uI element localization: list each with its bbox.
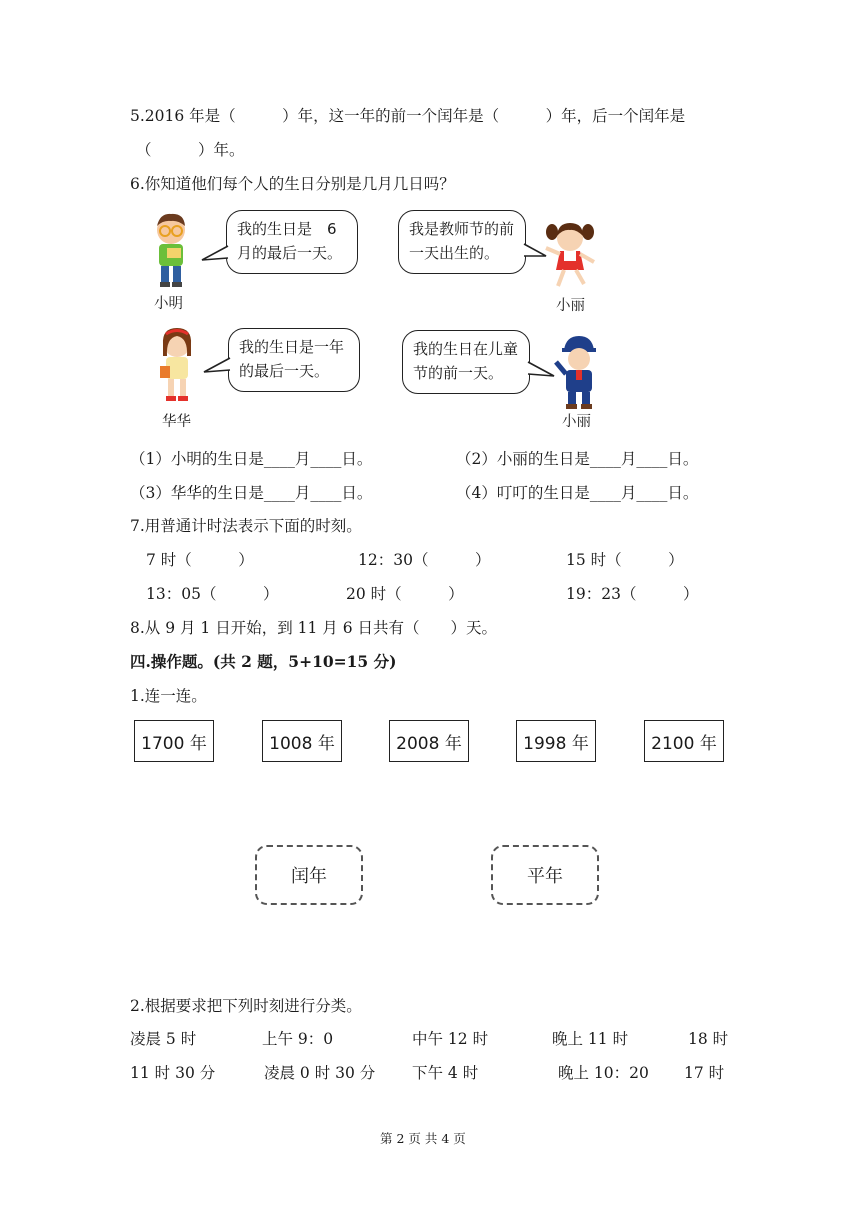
- page-number: 第 2 页 共 4 页: [380, 1131, 466, 1146]
- time-item: 上午 9：0: [262, 1030, 334, 1048]
- q7-title: 7.用普通计时法表示下面的时刻。: [130, 517, 362, 535]
- q6-blank-1: （1）小明的生日是____月____日。: [130, 450, 373, 468]
- girl-with-bag-illustration: [154, 324, 200, 402]
- q6-blank-4: （4）叮叮的生日是____月____日。: [456, 484, 699, 502]
- year-box-1008[interactable]: 1008 年: [262, 720, 342, 762]
- kid-name-xiaoli-1: 小丽: [556, 298, 585, 314]
- q5-line1: 5.2016 年是（ ）年，这一年的前一个闰年是（ ）年，后一个闰年是: [130, 107, 686, 125]
- speech-bubble-huahua: 我的生日是一年的最后一天。: [228, 328, 360, 392]
- time-item: 18 时: [688, 1030, 729, 1048]
- kid-name-xiaoli-2: 小丽: [562, 414, 591, 430]
- q8-text: 8.从 9 月 1 日开始，到 11 月 6 日共有（ ）天。: [130, 619, 498, 637]
- time-item: 中午 12 时: [412, 1030, 489, 1048]
- bubble-tail-left-icon: [202, 356, 232, 376]
- section4-heading: 四.操作题。(共 2 题，5+10=15 分): [130, 652, 397, 671]
- bubble-tail-left-icon: [200, 244, 230, 264]
- q7-time-item: 19：23（ ）: [566, 585, 699, 603]
- year-box-1998[interactable]: 1998 年: [516, 720, 596, 762]
- kid-name-huahua: 华华: [162, 414, 191, 430]
- boy-in-uniform-illustration: [554, 334, 604, 410]
- time-item: 11 时 30 分: [130, 1064, 216, 1082]
- section4-q2-title: 2.根据要求把下列时刻进行分类。: [130, 997, 362, 1015]
- boy-with-glasses-illustration: [148, 210, 194, 288]
- category-box-leap-year[interactable]: 闰年: [255, 845, 363, 905]
- time-item: 17 时: [684, 1064, 725, 1082]
- q5-line2: （ ）年。: [136, 141, 245, 159]
- year-box-1700[interactable]: 1700 年: [134, 720, 214, 762]
- q6-title: 6.你知道他们每个人的生日分别是几月几日吗？: [130, 175, 455, 193]
- time-item: 下午 4 时: [412, 1064, 479, 1082]
- speech-bubble-xiaoming: 我的生日是 6月的最后一天。: [226, 210, 358, 274]
- time-item: 凌晨 5 时: [130, 1030, 197, 1048]
- q7-time-item: 15 时（ ）: [566, 551, 684, 569]
- year-box-2008[interactable]: 2008 年: [389, 720, 469, 762]
- q7-time-item: 20 时（ ）: [346, 585, 464, 603]
- time-item: 晚上 10：20: [558, 1064, 649, 1082]
- year-box-2100[interactable]: 2100 年: [644, 720, 724, 762]
- speech-bubble-xiaoli-1: 我是教师节的前一天出生的。: [398, 210, 526, 274]
- category-box-common-year[interactable]: 平年: [491, 845, 599, 905]
- q7-time-item: 7 时（ ）: [146, 551, 254, 569]
- girl-jumping-illustration: [540, 218, 600, 292]
- time-item: 凌晨 0 时 30 分: [264, 1064, 376, 1082]
- kid-name-xiaoming: 小明: [154, 296, 183, 312]
- q6-blank-3: （3）华华的生日是____月____日。: [130, 484, 373, 502]
- bubble-tail-right-icon: [526, 360, 556, 380]
- time-item: 晚上 11 时: [552, 1030, 629, 1048]
- section4-q1-title: 1.连一连。: [130, 687, 207, 705]
- q7-time-item: 12：30（ ）: [358, 551, 491, 569]
- q7-time-item: 13：05（ ）: [146, 585, 279, 603]
- speech-bubble-xiaoli-2: 我的生日在儿童节的前一天。: [402, 330, 530, 394]
- q6-blank-2: （2）小丽的生日是____月____日。: [456, 450, 699, 468]
